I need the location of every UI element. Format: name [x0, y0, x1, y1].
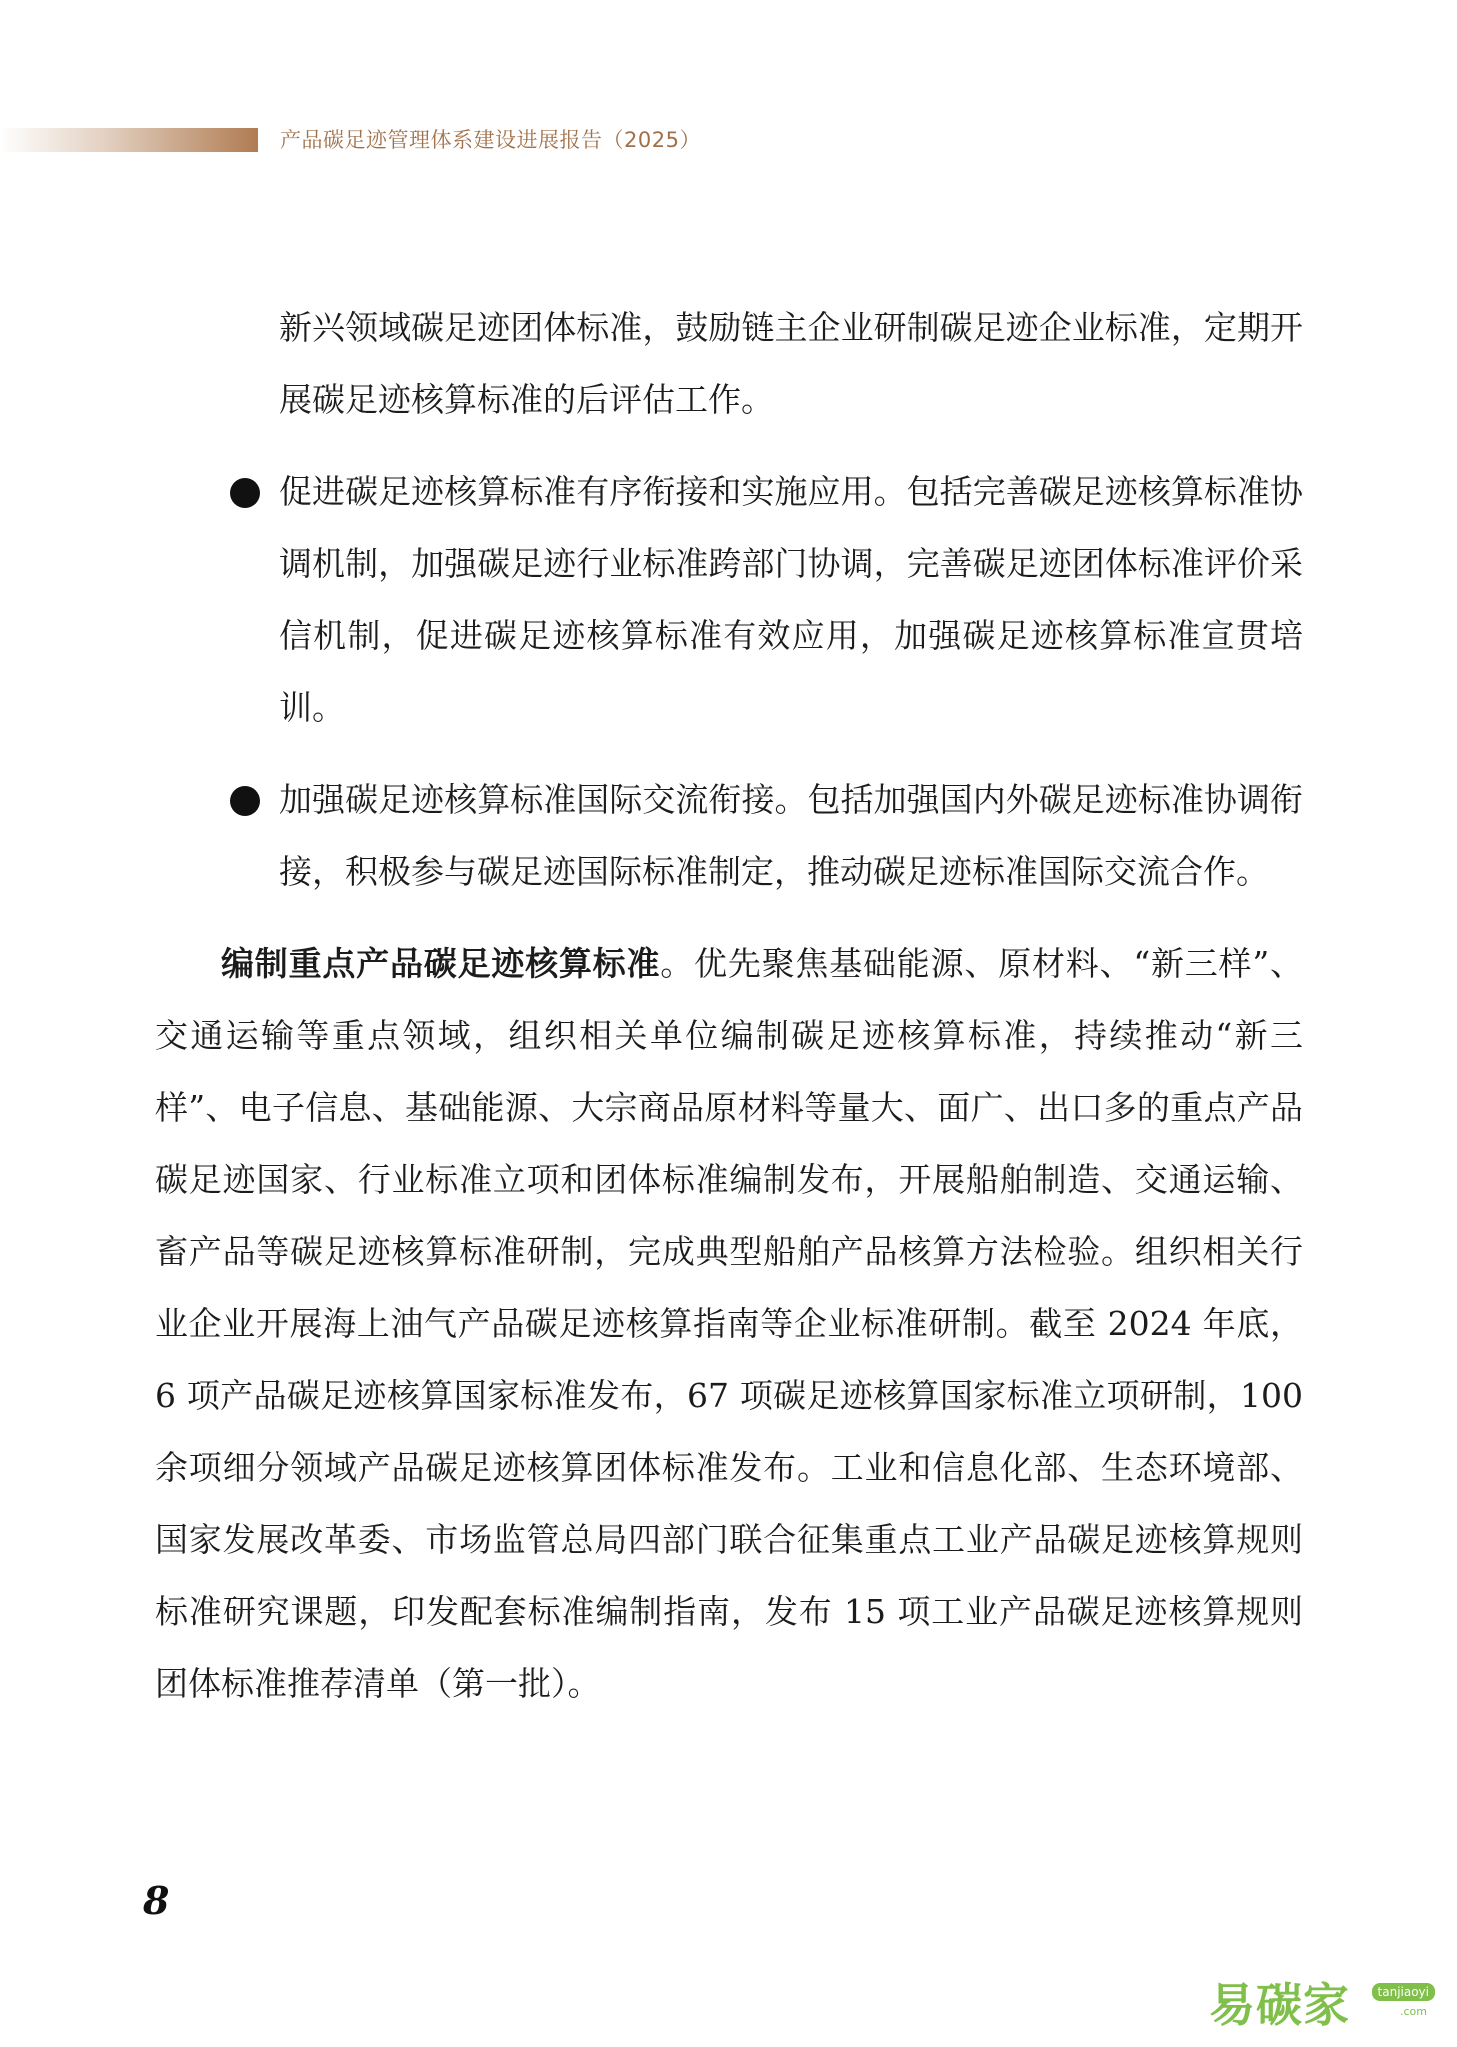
bullet-dot-icon	[230, 786, 260, 816]
paragraph-body-text: 。优先聚焦基础能源、原材料、“新三样”、交通运输等重点领域，组织相关单位编制碳足迹核算标准，持续推动“新三样”、电子信息、基础能源、大宗商品原材料等量大、面广、出口多的重点产品碳足迹国家、行业标准立项和团体标准编制发布，开展船舶制造、交通运输、畜产品等碳足迹核算标准研制，完成典型船舶产品核算方法检验。组织相关行业企业开展海上油气产品碳足迹核算指南等企业标准研制。截至 2024 年底，6 项产品碳足迹核算国家标准发布，67 项碳足迹核算国家标准立项研制，100 余项细分领域产品碳足迹核算团体标准发布。工业和信息化部、生态环境部、国家发展改革委、市场监管总局四部门联合征集重点工业产品碳足迹核算规则标准研究课题，印发配套标准编制指南，发布 15 项工业产品碳足迹核算规则团体标准推荐清单（第一批）。	[155, 944, 1303, 1703]
continuation-paragraph: 新兴领域碳足迹团体标准，鼓励链主企业研制碳足迹企业标准，定期开展碳足迹核算标准的后评估工作。	[279, 308, 1303, 419]
header-decorative-bar	[0, 128, 258, 152]
bullet-item-international-exchange	[155, 764, 1303, 908]
watermark-domain-text: .com	[1400, 2005, 1427, 2018]
site-watermark-logo	[1209, 1965, 1439, 2037]
page-body	[155, 292, 1303, 1720]
bullet-dot-icon	[230, 478, 260, 508]
watermark-cn-text: 易碳家	[1209, 1978, 1350, 2032]
bullet-item-standards-connection	[155, 456, 1303, 744]
paragraph-lead-heading: 编制重点产品碳足迹核算标准	[221, 944, 661, 983]
page-number: 8	[143, 1878, 170, 1923]
running-header-title: 产品碳足迹管理体系建设进展报告（2025）	[280, 128, 701, 152]
body-paragraph	[155, 928, 1303, 1720]
watermark-en-text: tanjiaoyi	[1372, 1983, 1435, 2001]
bullet-text: 促进碳足迹核算标准有序衔接和实施应用。包括完善碳足迹核算标准协调机制，加强碳足迹行业标准跨部门协调，完善碳足迹团体标准评价采信机制，促进碳足迹核算标准有效应用，加强碳足迹核算标准宣贯培训。	[279, 472, 1303, 727]
bullet-text: 加强碳足迹核算标准国际交流衔接。包括加强国内外碳足迹标准协调衔接，积极参与碳足迹国际标准制定，推动碳足迹标准国际交流合作。	[279, 780, 1303, 891]
